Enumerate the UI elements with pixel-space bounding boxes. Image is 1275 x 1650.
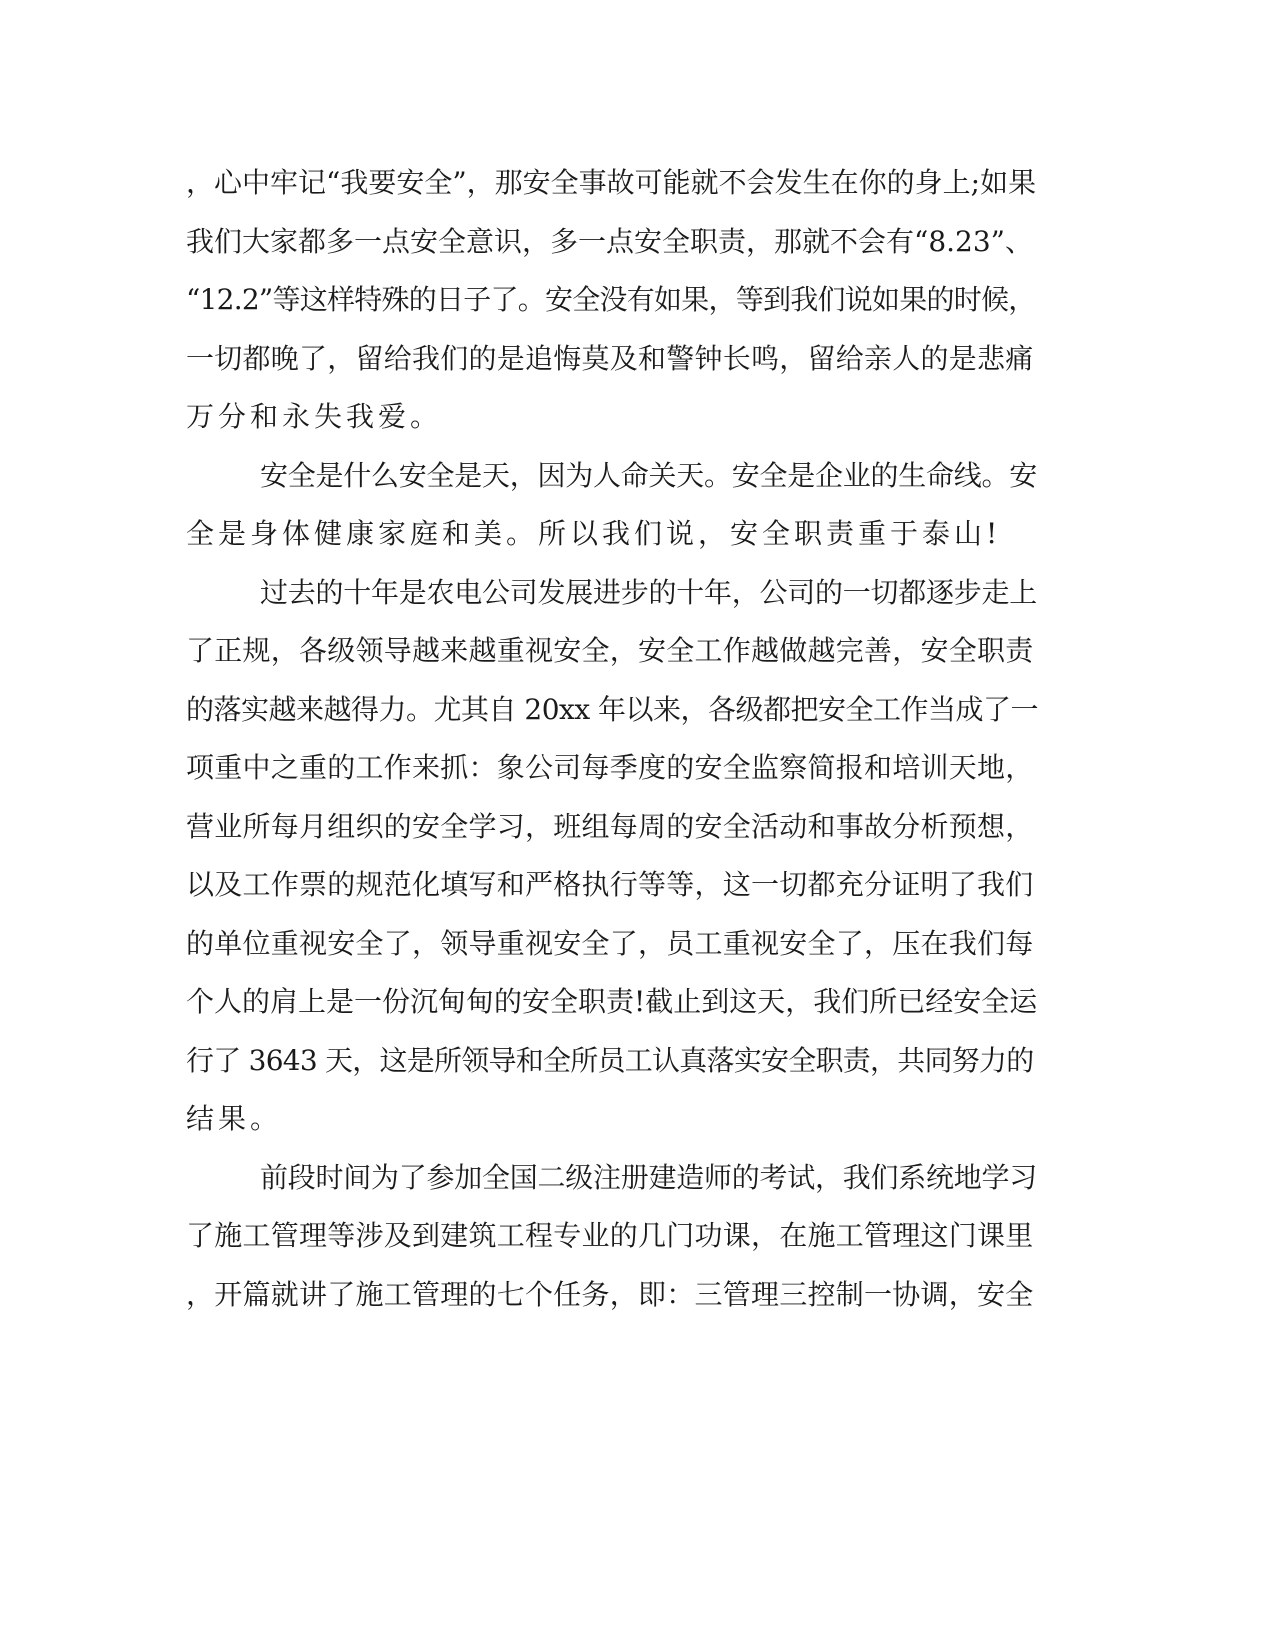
text-line: 万分和永失我爱。 [186, 400, 443, 433]
text-line: 行了 3643 天，这是所领导和全所员工认真落实安全职责，共同努力的 [186, 1044, 1034, 1077]
text-line: ，心中牢记“我要安全”，那安全事故可能就不会发生在你的身上;如果 [186, 166, 1037, 199]
text-line: 我们大家都多一点安全意识，多一点安全职责，那就不会有“8.23”、 [186, 225, 1033, 258]
text-line: 结果。 [186, 1102, 283, 1135]
text-line: 了正规，各级领导越来越重视安全，安全工作越做越完善，安全职责 [186, 634, 1034, 667]
paragraph-first-line: 过去的十年是农电公司发展进步的十年，公司的一切都逐步走上 [260, 576, 1038, 609]
text-line: “12.2”等这样特殊的日子了。安全没有如果，等到我们说如果的时候， [186, 283, 1036, 316]
text-line: 的落实越来越得力。尤其自 20xx 年以来，各级都把安全工作当成了一 [186, 693, 1039, 726]
text-line: 的单位重视安全了，领导重视安全了，员工重视安全了，压在我们每 [186, 927, 1034, 960]
text-line: 了施工管理等涉及到建筑工程专业的几门功课，在施工管理这门课里 [186, 1219, 1034, 1252]
text-line: 一切都晚了，留给我们的是追悔莫及和警钟长鸣，留给亲人的是悲痛 [186, 342, 1034, 375]
text-line: 以及工作票的规范化填写和严格执行等等，这一切都充分证明了我们 [186, 868, 1034, 901]
text-line: 项重中之重的工作来抓：象公司每季度的安全监察简报和培训天地， [186, 751, 1034, 784]
text-line: 营业所每月组织的安全学习，班组每周的安全活动和事故分析预想， [186, 810, 1034, 843]
text-line: 个人的肩上是一份沉甸甸的安全职责!截止到这天，我们所已经安全运 [186, 985, 1038, 1018]
paragraph-first-line: 前段时间为了参加全国二级注册建造师的考试，我们系统地学习 [260, 1161, 1038, 1194]
text-line: ，开篇就讲了施工管理的七个任务，即：三管理三控制一协调，安全 [186, 1278, 1034, 1311]
text-line: 全是身体健康家庭和美。所以我们说，安全职责重于泰山! [186, 517, 1002, 550]
paragraph-first-line: 安全是什么安全是天，因为人命关天。安全是企业的生命线。安 [260, 459, 1038, 492]
